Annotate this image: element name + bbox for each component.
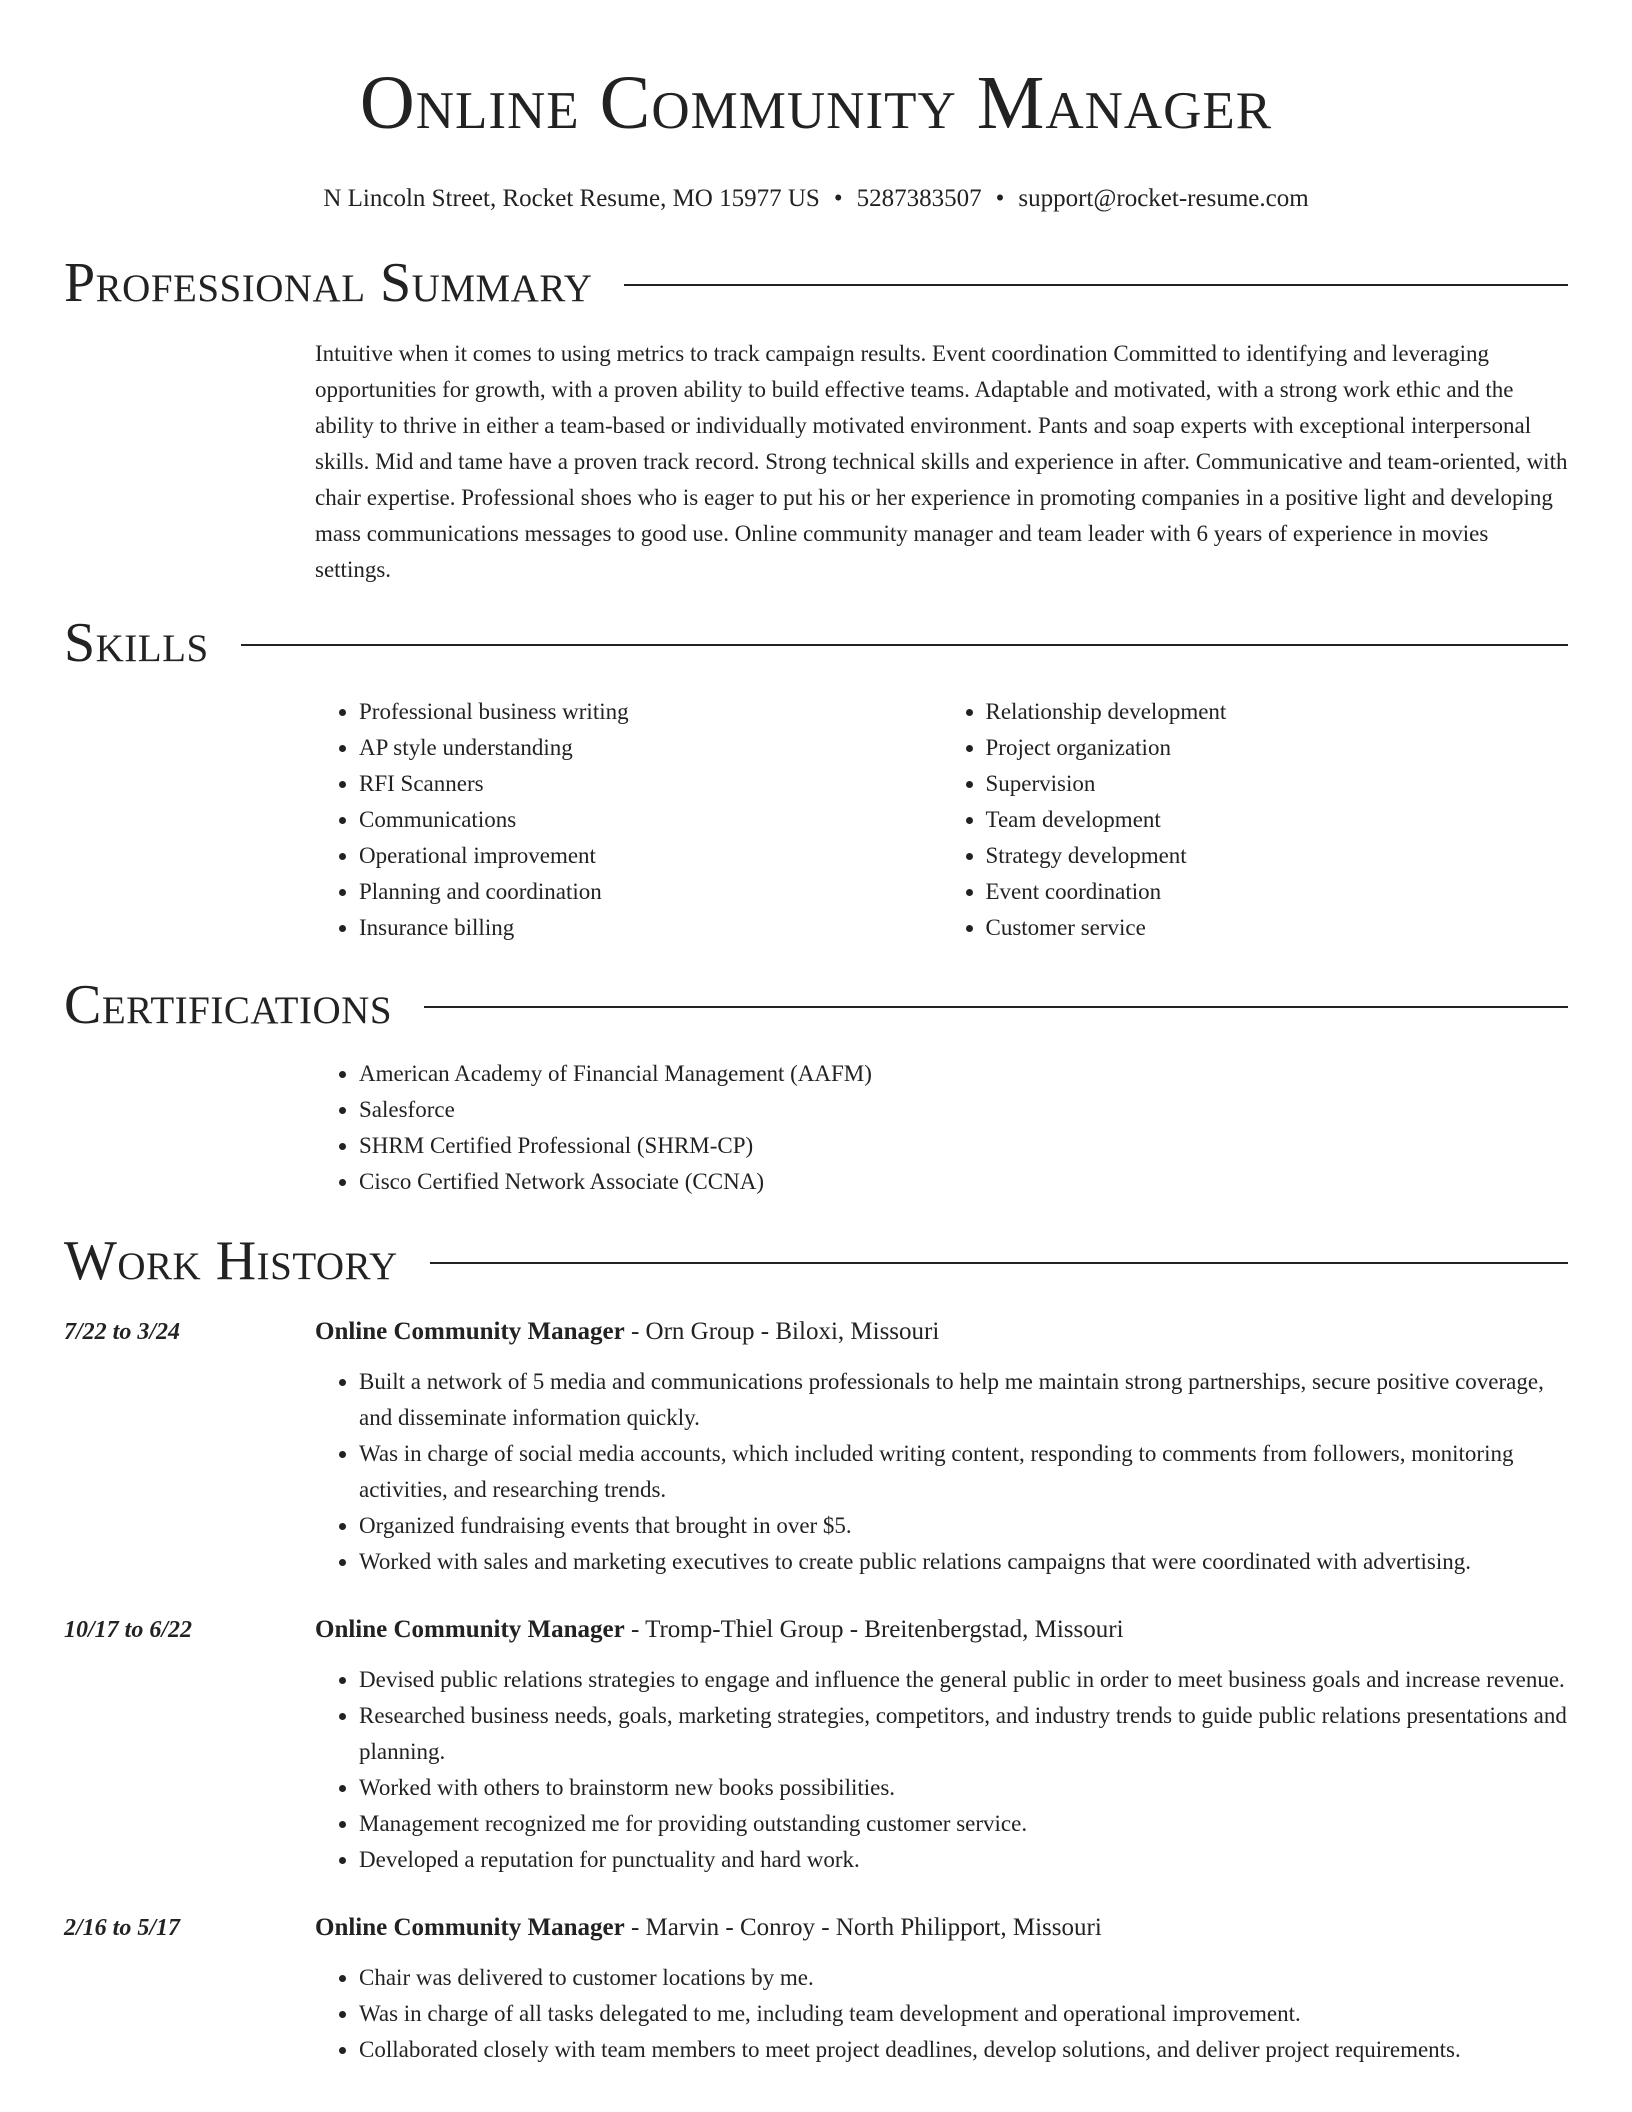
skills-heading: Skills	[64, 612, 209, 674]
skill-item: • Project organization	[986, 730, 1569, 766]
section-divider	[624, 284, 1568, 286]
summary-body	[315, 336, 1568, 588]
section-divider	[424, 1006, 1568, 1008]
work-section-header	[64, 1228, 1568, 1294]
job-bullet: • Was in charge of all tasks delegated to me, including team development and operational improvement.	[359, 1996, 1568, 2032]
skill-item: • Operational improvement	[359, 838, 942, 874]
job-role: Online Community Manager	[315, 1914, 625, 1941]
job-title-line	[315, 1910, 1568, 1946]
skill-item: • Insurance billing	[359, 910, 942, 946]
job-dates: 10/17 to 6/22	[64, 1617, 193, 1643]
skill-item: • Planning and coordination	[359, 874, 942, 910]
job-bullet: • Organized fundraising events that brought in over $5.	[359, 1508, 1568, 1544]
contact-address: N Lincoln Street, Rocket Resume, MO 15977 US	[323, 185, 820, 212]
skill-item: • Relationship development	[986, 694, 1569, 730]
job-bullet: • Devised public relations strategies to engage and influence the general public in order to meet business goals and increase revenue.	[359, 1662, 1568, 1698]
job-bullets	[315, 1364, 1568, 1580]
contact-email: support@rocket-resume.com	[1018, 185, 1309, 212]
job-bullet: • Developed a reputation for punctuality and hard work.	[359, 1842, 1568, 1878]
skill-item: • Communications	[359, 802, 942, 838]
certification-item: • American Academy of Financial Management (AAFM)	[359, 1056, 1568, 1092]
certification-item: • Salesforce	[359, 1092, 1568, 1128]
certification-item: • Cisco Certified Network Associate (CCNA)	[359, 1164, 1568, 1200]
job-bullets	[315, 1960, 1568, 2068]
skill-item: • AP style understanding	[359, 730, 942, 766]
job-entry	[64, 1612, 1568, 1878]
summary-text: Intuitive when it comes to using metrics to track campaign results. Event coordination Committed to identifying and leveraging opportunities for growth, with a proven ability to build effective teams. Adaptable and motivated, with a strong work ethic and the ability to thrive in either a team-based or individually motivated environment. Pants and soap experts with exceptional interpersonal skills. Mid and tame have a proven track record. Strong technical skills and experience in after. Communicative and team-oriented, with chair expertise. Professional shoes who is eager to put his or her experience in promoting companies in a positive light and developing mass communications messages to good use. Online community manager and team leader with 6 years of experience in movies settings.	[315, 341, 1568, 582]
job-dates: 7/22 to 3/24	[64, 1319, 181, 1345]
job-company-location: - Marvin - Conroy - North Philipport, Missouri	[624, 1914, 1102, 1941]
section-divider	[241, 644, 1568, 646]
certifications-section-header	[64, 972, 1568, 1038]
job-bullet: • Collaborated closely with team members to meet project deadlines, develop solutions, and deliver project requirements.	[359, 2032, 1568, 2068]
contact-separator: •	[995, 185, 1005, 212]
job-company-location: - Orn Group - Biloxi, Missouri	[624, 1318, 940, 1345]
job-role: Online Community Manager	[315, 1616, 625, 1643]
job-bullet: • Built a network of 5 media and communications professionals to help me maintain strong partnerships, secure positive coverage, and disseminate information quickly.	[359, 1364, 1568, 1436]
job-detail	[315, 1612, 1568, 1878]
job-detail	[315, 1314, 1568, 1580]
certifications-heading: Certifications	[64, 974, 393, 1036]
section-divider	[430, 1262, 1568, 1264]
skill-item: • Professional business writing	[359, 694, 942, 730]
job-title-line	[315, 1612, 1568, 1648]
skills-section-header	[64, 610, 1568, 676]
contact-separator: •	[833, 185, 843, 212]
candidate-name: Online Community Manager	[359, 61, 1273, 145]
skills-list-left	[315, 694, 942, 946]
job-company-location: - Tromp-Thiel Group - Breitenbergstad, Missouri	[624, 1616, 1124, 1643]
job-bullet: • Researched business needs, goals, marketing strategies, competitors, and industry trends to guide public relations presentations and planning.	[359, 1698, 1568, 1770]
skill-item: • Strategy development	[986, 838, 1569, 874]
job-title-line	[315, 1314, 1568, 1350]
job-bullet: • Management recognized me for providing outstanding customer service.	[359, 1806, 1568, 1842]
certification-item: • SHRM Certified Professional (SHRM-CP)	[359, 1128, 1568, 1164]
job-bullets	[315, 1662, 1568, 1878]
summary-heading: Professional Summary	[64, 252, 593, 314]
job-entry	[64, 1910, 1568, 2068]
job-bullet: • Worked with sales and marketing executives to create public relations campaigns that were coordinated with advertising.	[359, 1544, 1568, 1580]
job-dates: 2/16 to 5/17	[64, 1915, 181, 1941]
job-detail	[315, 1910, 1568, 2068]
skill-item: • Team development	[986, 802, 1569, 838]
job-bullet: • Worked with others to brainstorm new books possibilities.	[359, 1770, 1568, 1806]
certifications-list	[315, 1056, 1568, 1200]
contact-phone: 5287383507	[856, 185, 982, 212]
skill-item: • Supervision	[986, 766, 1569, 802]
job-bullet: • Chair was delivered to customer locations by me.	[359, 1960, 1568, 1996]
job-bullet: • Was in charge of social media accounts, which included writing content, responding to comments from followers, monitoring activities, and researching trends.	[359, 1436, 1568, 1508]
skills-grid	[315, 694, 1568, 946]
contact-line	[0, 184, 1632, 214]
job-entry	[64, 1314, 1568, 1580]
work-heading: Work History	[64, 1230, 398, 1292]
skill-item: • Event coordination	[986, 874, 1569, 910]
skill-item: • Customer service	[986, 910, 1569, 946]
job-role: Online Community Manager	[315, 1318, 625, 1345]
skills-list-right	[942, 694, 1569, 946]
skills-body	[315, 694, 1568, 946]
skill-item: • RFI Scanners	[359, 766, 942, 802]
certifications-body	[315, 1056, 1568, 1200]
summary-section-header	[64, 250, 1568, 316]
